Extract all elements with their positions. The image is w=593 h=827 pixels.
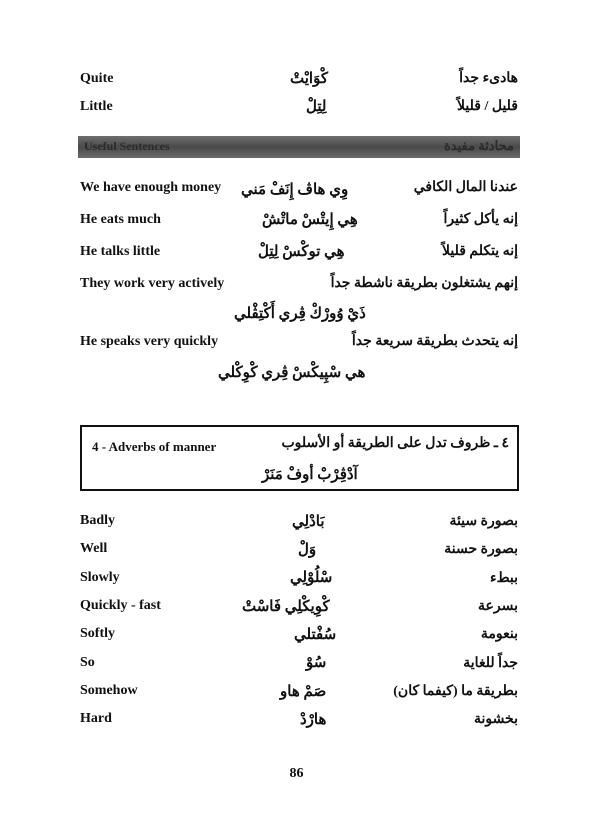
sentence-ar: إنه يتحدث بطريقة سريعة جداً — [351, 334, 518, 349]
section-title-ar: ٤ ـ ظروف تدل على الطريقة أو الأسلوب — [281, 436, 509, 451]
adverb-en: Well — [80, 541, 108, 556]
section-title-en: 4 - Adverbs of manner — [92, 439, 217, 454]
useful-sentences-heading-en: Useful Sentences — [84, 139, 170, 153]
adverb-ar: بصورة سيئة — [449, 514, 518, 529]
adverb-en: Softly — [80, 626, 115, 641]
sentence-en: We have enough money — [80, 180, 222, 195]
adverb-translit: سُفْتلي — [294, 627, 337, 643]
sentence-translit: هِي إِيتْسْ ماتْشْ — [262, 212, 358, 228]
sentence-translit: هي سْپِيكْسْ ڤِري كْوِكْلي — [218, 365, 366, 381]
adverb-en: Badly — [80, 513, 116, 528]
adverb-ar: بطريقة ما (كيفما كان) — [393, 684, 518, 699]
adverb-translit: كْوِيكْلِي فَاسْتْ — [242, 599, 330, 615]
adverb-translit: سُوْ — [306, 655, 327, 671]
word-quite-translit: كْوَايْتْ — [290, 71, 328, 87]
adverb-en: Slowly — [80, 570, 120, 585]
adverb-ar: ببطء — [490, 571, 518, 586]
sentence-ar: عندنا المال الكافي — [413, 180, 518, 195]
adverb-ar: جداً للغاية — [463, 656, 518, 671]
adverb-ar: بسرعة — [478, 599, 518, 614]
sentence-translit: ذَيْ وُورْكْ ڤِري أَكْتِڤْلي — [234, 306, 366, 322]
sentence-ar: إنه يتكلم قليلاً — [441, 244, 518, 259]
adverb-translit: هارْدْ — [300, 712, 327, 728]
sentence-ar: إنه يأكل كثيراً — [443, 212, 518, 227]
word-little-en: Little — [80, 99, 113, 114]
sentence-ar: إنهم يشتغلون بطريقة ناشطة جداً — [330, 276, 518, 291]
adverb-ar: بنعومة — [480, 627, 518, 642]
word-little-translit: لِتِلْ — [306, 99, 327, 115]
adverb-en: So — [80, 655, 95, 670]
sentence-en: They work very actively — [80, 276, 225, 291]
sentence-translit: هِي توكْسْ لِتِلْ — [258, 244, 345, 260]
sentence-en: He speaks very quickly — [80, 334, 219, 349]
adverb-ar: بصورة حسنة — [444, 542, 518, 557]
adverb-translit: بَادْلِي — [292, 514, 325, 530]
word-quite-en: Quite — [80, 71, 114, 86]
adverb-en: Hard — [80, 711, 112, 726]
adverb-en: Quickly - fast — [80, 598, 161, 613]
sentence-translit: وِي هاڤ إِنَفْ مَني — [241, 182, 349, 198]
useful-sentences-band — [78, 136, 520, 158]
sentence-en: He eats much — [80, 212, 161, 227]
section-title-translit: آدْڤِرْبْ أوفْ مَنَرْ — [262, 467, 358, 483]
adverb-translit: صَمْ هاو — [280, 684, 327, 700]
useful-sentences-heading-ar: محادثة مفيدة — [443, 138, 514, 153]
word-little-ar: قليل / قليلاً — [457, 99, 518, 114]
section-heading-box — [80, 425, 519, 491]
adverb-translit: وَلْ — [298, 542, 317, 558]
sentence-en: He talks little — [80, 244, 161, 259]
adverb-translit: سْلُوْلِي — [290, 570, 333, 586]
adverb-en: Somehow — [80, 683, 138, 698]
word-quite-ar: هادىء جداً — [459, 71, 518, 86]
page-number: 86 — [289, 766, 304, 781]
adverb-ar: بخشونة — [473, 712, 518, 727]
